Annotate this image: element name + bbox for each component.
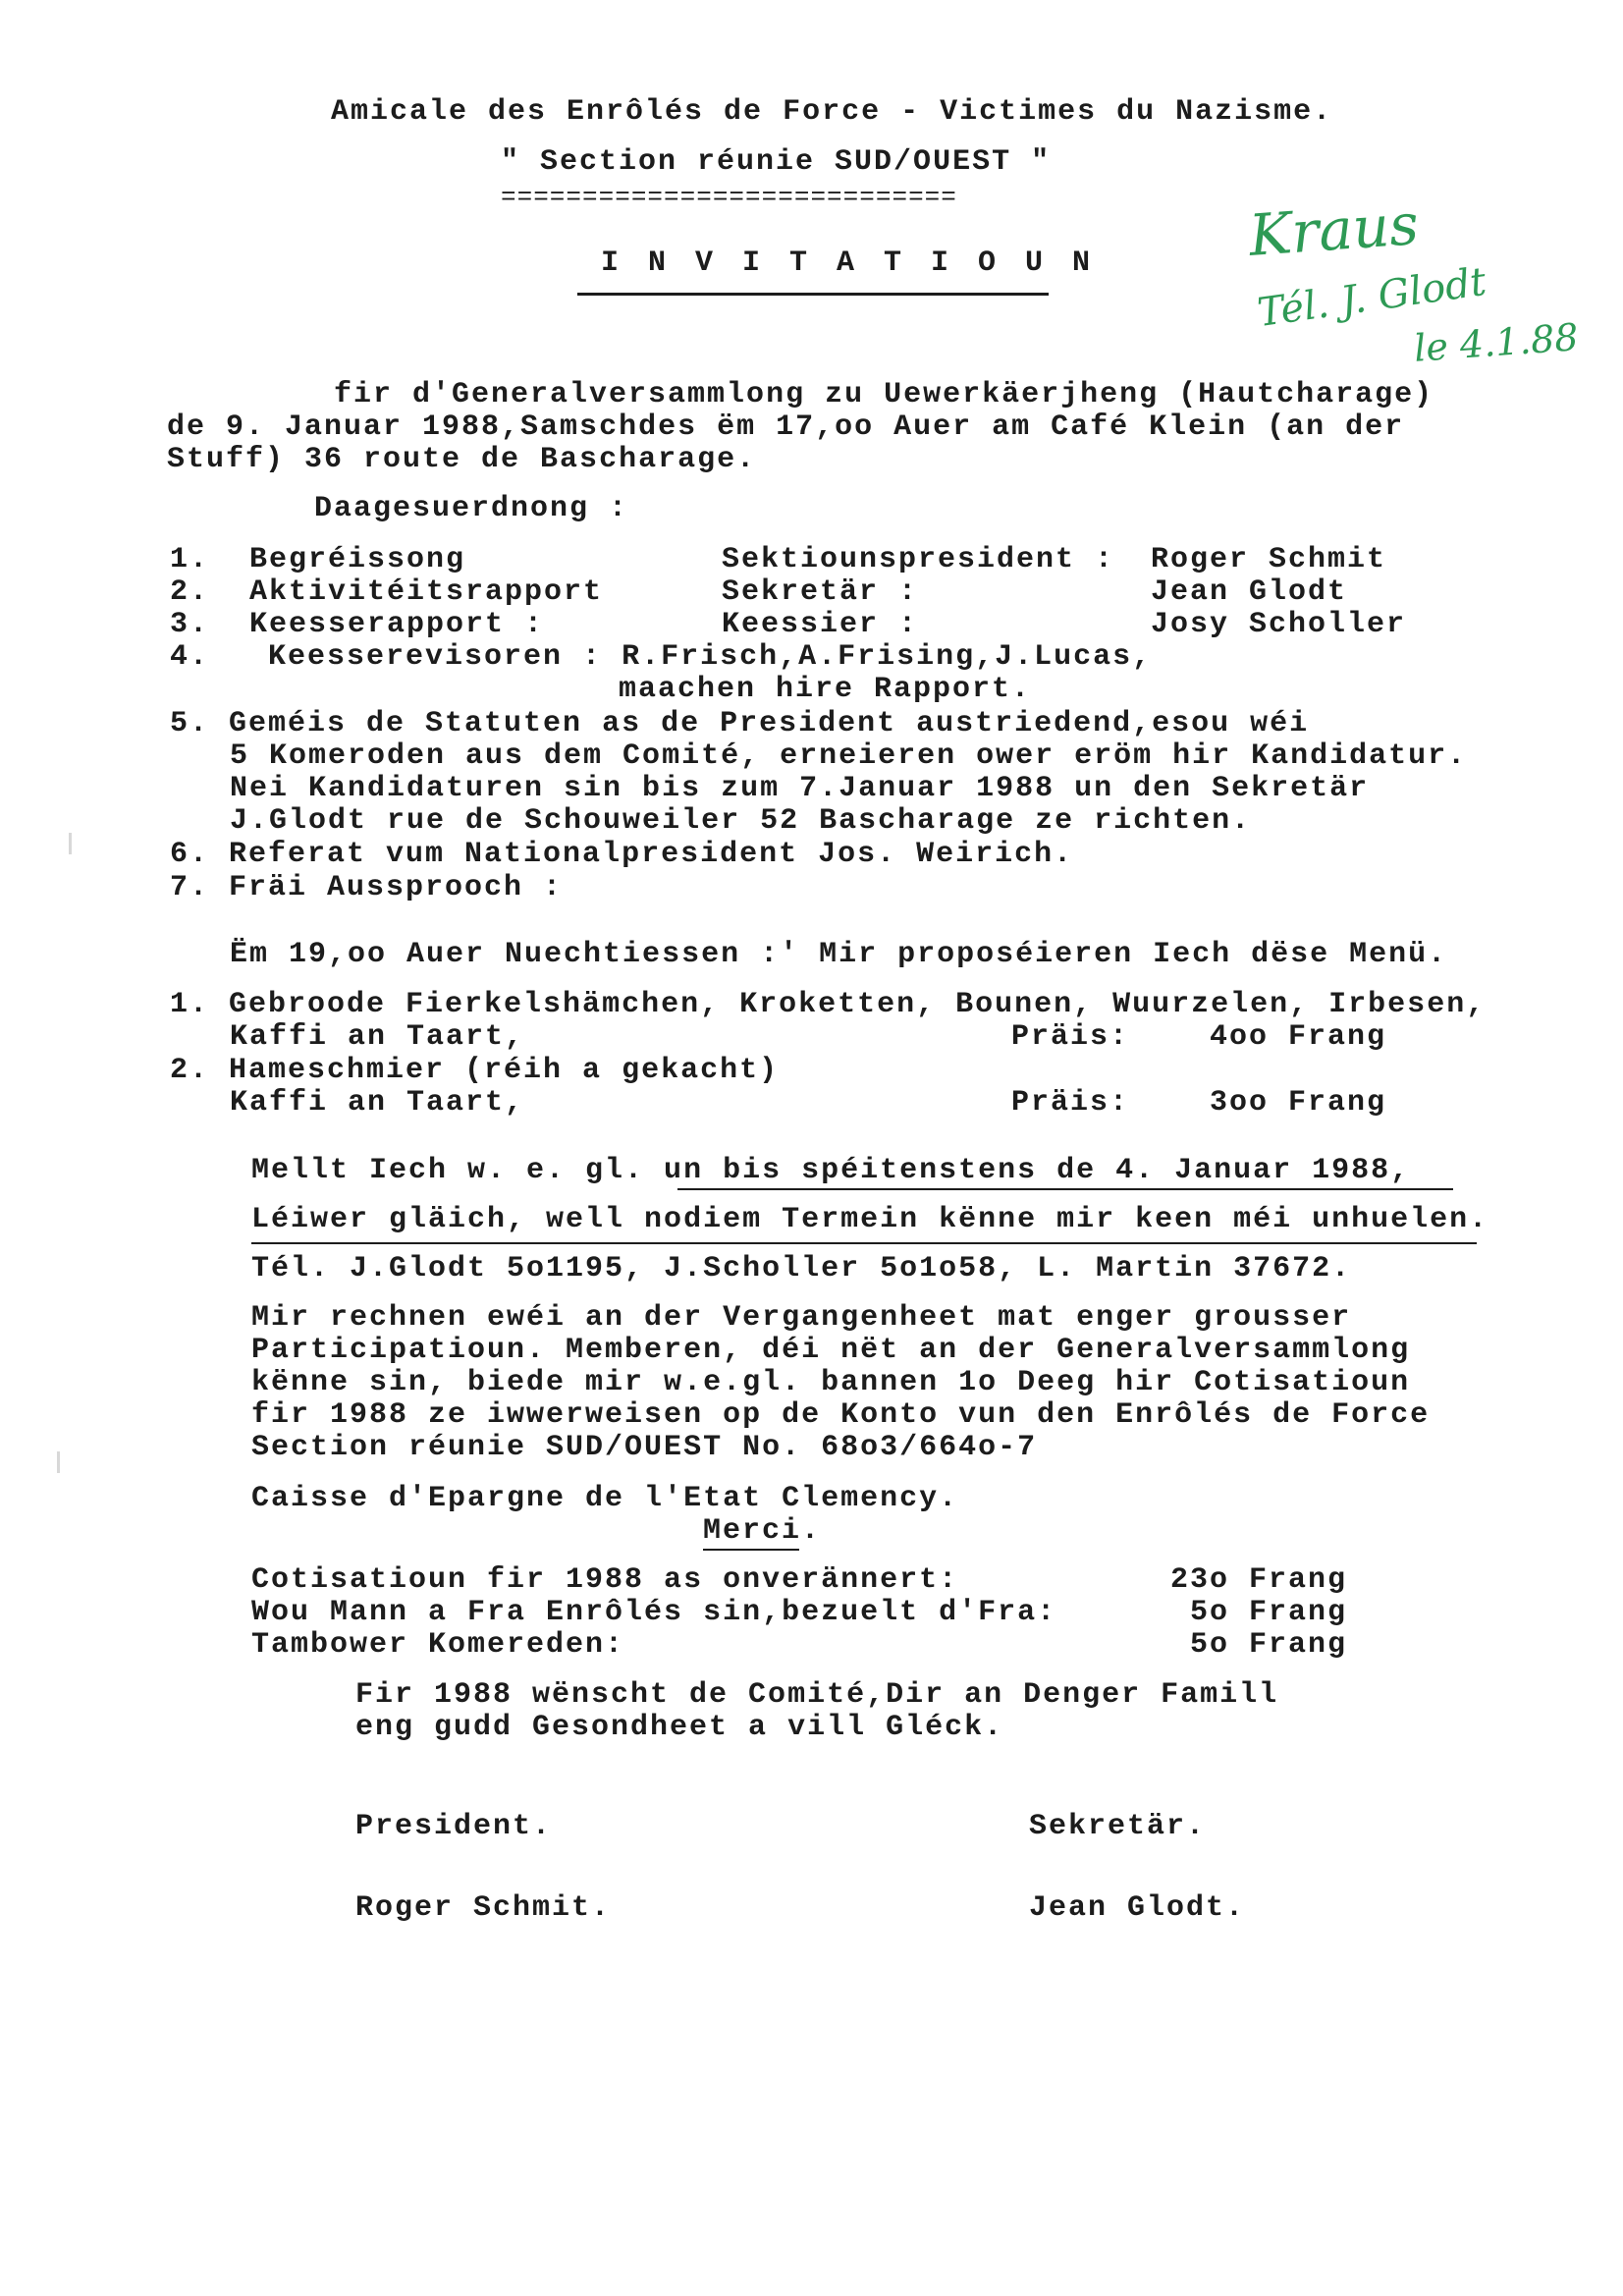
closing-line-1: Fir 1988 wënscht de Comité,Dir an Denger Famill: [355, 1678, 1279, 1712]
dues-paragraph-line-3: kënne sin, biede mir w.e.gl. bannen 1o Deeg hir Cotisatioun: [251, 1366, 1411, 1399]
agenda-item-3-number: 3.: [170, 608, 210, 641]
scan-mark: [69, 833, 72, 854]
handwritten-phone-note: Tél. J. Glodt: [1254, 258, 1489, 337]
registration-underline-2: [251, 1242, 1477, 1244]
registration-line-2: Léiwer gläich, well nodiem Termein kënne mir keen méi unhuelen.: [251, 1203, 1489, 1236]
dinner-line: Ëm 19,oo Auer Nuechtiessen :' Mir proposéieren Iech dëse Menü.: [230, 938, 1448, 971]
agenda-item-1-role: Sektiounspresident :: [722, 543, 1115, 576]
agenda-item-4-line-1: 4. Keesserevisoren : R.Frisch,A.Frising,J.Lucas,: [170, 640, 1153, 674]
dues-paragraph-line-5: Section réunie SUD/OUEST No. 68o3/664o-7: [251, 1431, 1038, 1464]
intro-line-2: de 9. Januar 1988,Samschdes ëm 17,oo Auer am Café Klein (an der: [167, 410, 1405, 444]
agenda-item-6: 6. Referat vum Nationalpresident Jos. Weirich.: [170, 838, 1074, 871]
registration-line-1: Mellt Iech w. e. gl. un bis spéitenstens de 4. Januar 1988,: [251, 1154, 1411, 1187]
agenda-item-1-name: Roger Schmit: [1151, 543, 1387, 576]
agenda-item-5-line-3: Nei Kandidaturen sin bis zum 7.Januar 1988 un den Sekretär: [230, 772, 1370, 805]
organization-name: Amicale des Enrôlés de Force - Victimes du Nazisme.: [331, 95, 1333, 129]
agenda-item-2-label: Aktivitéitsrapport: [249, 575, 604, 609]
agenda-item-1-label: Begréissong: [249, 543, 466, 576]
agenda-item-2-role: Sekretär :: [722, 575, 919, 609]
rate-1-amount: 23o Frang: [1170, 1563, 1348, 1597]
agenda-item-7: 7. Fräi Aussprooch :: [170, 871, 564, 904]
president-name: Roger Schmit.: [355, 1891, 612, 1925]
agenda-item-1-number: 1.: [170, 543, 210, 576]
secretary-name: Jean Glodt.: [1029, 1891, 1246, 1925]
rate-3-label: Tambower Komereden:: [251, 1628, 625, 1662]
agenda-item-5-line-4: J.Glodt rue de Schouweiler 52 Bascharage ze richten.: [230, 804, 1252, 838]
closing-line-2: eng gudd Gesondheet a vill Gléck.: [355, 1711, 1004, 1744]
menu-2-price: 3oo Frang: [1210, 1086, 1387, 1120]
bank-name: Caisse d'Epargne de l'Etat Clemency.: [251, 1482, 959, 1515]
handwritten-date: le 4.1.88: [1412, 315, 1580, 370]
scan-mark: [57, 1451, 60, 1473]
rate-2-amount: 5o Frang: [1190, 1596, 1348, 1629]
menu-2-line-2: Kaffi an Taart,: [230, 1086, 525, 1120]
agenda-item-2-number: 2.: [170, 575, 210, 609]
agenda-item-3-name: Josy Scholler: [1151, 608, 1407, 641]
rate-2-label: Wou Mann a Fra Enrôlés sin,bezuelt d'Fra:: [251, 1596, 1057, 1629]
document-title: I N V I T A T I O U N: [601, 246, 1097, 280]
agenda-item-2-name: Jean Glodt: [1151, 575, 1348, 609]
registration-phones: Tél. J.Glodt 5o1195, J.Scholler 5o1o58, L. Martin 37672.: [251, 1252, 1352, 1285]
agenda-item-4-line-2: maachen hire Rapport.: [619, 673, 1032, 706]
menu-2-line-1: 2. Hameschmier (réih a gekacht): [170, 1054, 780, 1087]
menu-1-price-label: Präis:: [1011, 1020, 1130, 1054]
registration-underline-1: [677, 1188, 1453, 1190]
menu-1-price: 4oo Frang: [1210, 1020, 1387, 1054]
agenda-item-3-role: Keessier :: [722, 608, 919, 641]
agenda-item-5-line-2: 5 Komeroden aus dem Comité, erneieren ower eröm hir Kandidatur.: [230, 739, 1468, 773]
dues-paragraph-line-2: Participatioun. Memberen, déi nët an der Generalversammlong: [251, 1334, 1411, 1367]
section-name: " Section réunie SUD/OUEST ": [501, 145, 1052, 179]
agenda-item-3-label: Keesserapport :: [249, 608, 545, 641]
merci: Merci.: [703, 1514, 822, 1548]
intro-line-1: fir d'Generalversammlong zu Uewerkäerjheng (Hautcharage): [334, 378, 1434, 411]
agenda-item-5-line-1: 5. Geméis de Statuten as de President austriedend,esou wéi: [170, 707, 1310, 740]
dues-paragraph-line-4: fir 1988 ze iwwerweisen op de Konto vun den Enrôlés de Force: [251, 1398, 1431, 1432]
rate-3-amount: 5o Frang: [1190, 1628, 1348, 1662]
president-title: President.: [355, 1810, 553, 1843]
menu-2-price-label: Präis:: [1011, 1086, 1130, 1120]
agenda-heading: Daagesuerdnong :: [314, 492, 629, 525]
menu-1-line-2: Kaffi an Taart,: [230, 1020, 525, 1054]
merci-underline: [703, 1549, 799, 1551]
menu-1-line-1: 1. Gebroode Fierkelshämchen, Kroketten, Bounen, Wuurzelen, Irbesen,: [170, 988, 1487, 1021]
handwritten-name: Kraus: [1246, 191, 1421, 269]
rate-1-label: Cotisatioun fir 1988 as onverännert:: [251, 1563, 959, 1597]
secretary-title: Sekretär.: [1029, 1810, 1207, 1843]
intro-line-3: Stuff) 36 route de Bascharage.: [167, 443, 757, 476]
double-rule: ============================: [501, 183, 957, 212]
title-underline: [577, 293, 1049, 296]
dues-paragraph-line-1: Mir rechnen ewéi an der Vergangenheet mat enger grousser: [251, 1301, 1352, 1335]
